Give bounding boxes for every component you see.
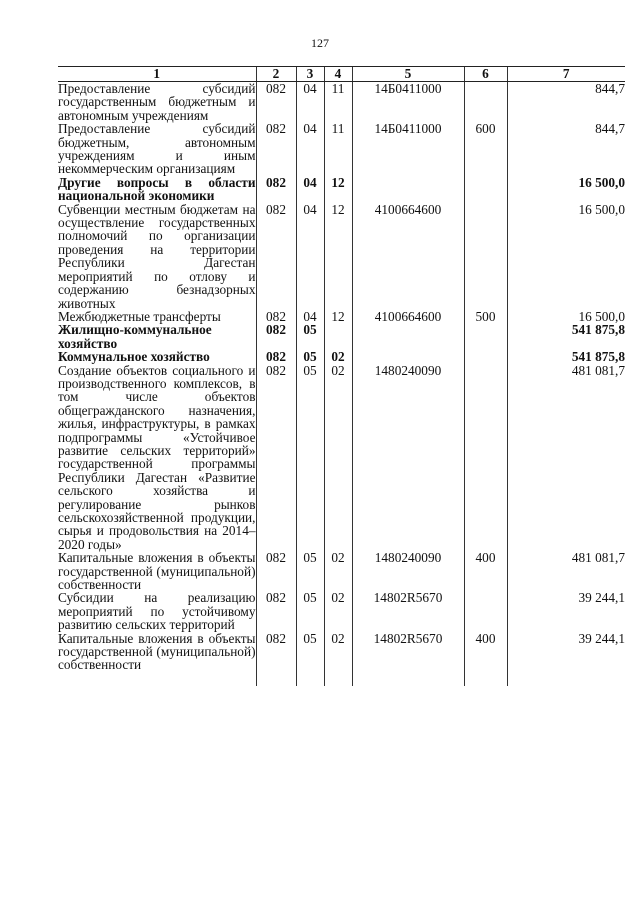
- row-name-cell: Капитальные вложения в объекты государственной (муниципальной) собственности: [58, 630, 256, 673]
- subsection-code-cell: 11: [324, 82, 352, 123]
- section-code-cell: 05: [296, 632, 324, 686]
- subsection-code-cell: 02: [324, 364, 352, 552]
- table-row: [58, 591, 625, 631]
- section-code-cell: 04: [296, 310, 324, 323]
- admin-code-cell: 082: [256, 203, 296, 310]
- amount-cell: 39 244,1: [507, 591, 625, 631]
- table-row: [58, 176, 625, 203]
- section-code-cell: 04: [296, 82, 324, 123]
- expense-type-cell: 500: [464, 310, 507, 323]
- section-code-cell: 04: [296, 176, 324, 203]
- table-header-row: [58, 67, 625, 82]
- section-code-cell: 04: [296, 203, 324, 310]
- target-article-cell: [352, 323, 464, 350]
- admin-code-cell: 082: [256, 591, 296, 631]
- admin-code-cell: 082: [256, 551, 296, 591]
- column-header: 2: [256, 67, 296, 82]
- target-article-cell: 1480240090: [352, 551, 464, 591]
- section-code-cell: 05: [296, 323, 324, 350]
- subsection-code-cell: 12: [324, 310, 352, 323]
- amount-cell: 39 244,1: [507, 632, 625, 686]
- target-article-cell: 14Б0411000: [352, 82, 464, 123]
- expense-type-cell: 400: [464, 551, 507, 591]
- target-article-cell: [352, 350, 464, 363]
- amount-cell: 16 500,0: [507, 176, 625, 203]
- amount-cell: 16 500,0: [507, 310, 625, 323]
- expense-type-cell: [464, 203, 507, 310]
- admin-code-cell: 082: [256, 122, 296, 176]
- section-code-cell: 05: [296, 591, 324, 631]
- row-name-cell: Предоставление субсидий бюджетным, автономным учреждениям и иным некоммерческим организациям: [58, 121, 256, 177]
- page-number: 127: [311, 36, 329, 50]
- row-name-cell: Субвенции местным бюджетам на осуществление государственных полномочий по организации проведения на территории Республики Дагестан мероприятий по отлову и содержанию безнадзорных животных: [58, 201, 256, 311]
- row-name-cell: Другие вопросы в области национальной экономики: [58, 174, 256, 204]
- subsection-code-cell: 12: [324, 176, 352, 203]
- budget-table: [58, 66, 625, 686]
- amount-cell: 481 081,7: [507, 551, 625, 591]
- row-name-cell: Субсидии на реализацию мероприятий по устойчивому развитию сельских территорий: [58, 590, 256, 633]
- row-name-cell: Межбюджетные трансферты: [58, 308, 221, 324]
- expense-type-cell: [464, 82, 507, 123]
- target-article-cell: 1480240090: [352, 364, 464, 552]
- table-row: [58, 350, 625, 363]
- column-header: 5: [352, 67, 464, 82]
- section-code-cell: 05: [296, 364, 324, 552]
- amount-cell: 844,7: [507, 82, 625, 123]
- target-article-cell: 14Б0411000: [352, 122, 464, 176]
- target-article-cell: 4100664600: [352, 310, 464, 323]
- table-row: [58, 551, 625, 591]
- expense-type-cell: [464, 591, 507, 631]
- expense-type-cell: [464, 176, 507, 203]
- subsection-code-cell: 11: [324, 122, 352, 176]
- amount-cell: 481 081,7: [507, 364, 625, 552]
- table-body: [58, 82, 625, 686]
- column-header: 7: [507, 67, 625, 82]
- amount-cell: 541 875,8: [507, 350, 625, 363]
- admin-code-cell: 082: [256, 176, 296, 203]
- subsection-code-cell: 02: [324, 350, 352, 363]
- expense-type-cell: [464, 364, 507, 552]
- row-name-cell: Предоставление субсидий государственным бюджетным и автономным учреждениям: [58, 81, 256, 123]
- target-article-cell: 4100664600: [352, 203, 464, 310]
- table-row: [58, 82, 625, 123]
- target-article-cell: 14802R5670: [352, 591, 464, 631]
- table-row: [58, 203, 625, 310]
- table-row: [58, 632, 625, 686]
- table-row: [58, 323, 625, 350]
- admin-code-cell: 082: [256, 350, 296, 363]
- amount-cell: 541 875,8: [507, 323, 625, 350]
- table-row: [58, 364, 625, 552]
- subsection-code-cell: 12: [324, 203, 352, 310]
- column-header: 4: [324, 67, 352, 82]
- row-name-cell: Коммунальное хозяйство: [58, 349, 210, 365]
- subsection-code-cell: [324, 323, 352, 350]
- section-code-cell: 05: [296, 350, 324, 363]
- subsection-code-cell: 02: [324, 591, 352, 631]
- expense-type-cell: 400: [464, 632, 507, 686]
- column-header: 6: [464, 67, 507, 82]
- admin-code-cell: 082: [256, 632, 296, 686]
- expense-type-cell: [464, 350, 507, 363]
- subsection-code-cell: 02: [324, 632, 352, 686]
- section-code-cell: 04: [296, 122, 324, 176]
- amount-cell: 844,7: [507, 122, 625, 176]
- admin-code-cell: 082: [256, 323, 296, 350]
- amount-cell: 16 500,0: [507, 203, 625, 310]
- admin-code-cell: 082: [256, 82, 296, 123]
- target-article-cell: 14802R5670: [352, 632, 464, 686]
- expense-type-cell: [464, 323, 507, 350]
- admin-code-cell: 082: [256, 310, 296, 323]
- expense-type-cell: 600: [464, 122, 507, 176]
- row-name-cell: Капитальные вложения в объекты государственной (муниципальной) собственности: [58, 550, 256, 593]
- target-article-cell: [352, 176, 464, 203]
- table-row: [58, 310, 625, 323]
- section-code-cell: 05: [296, 551, 324, 591]
- table-row: [58, 122, 625, 176]
- column-header: 1: [58, 67, 256, 82]
- row-name-cell: Создание объектов социального и производственного комплексов, в том числе объектов общегражданского назначения, жилья, инфраструктуры, в рамках подпрограммы «Устойчивое развитие сельских территорий» государственной программы Республики Дагестан «Развитие сельского хозяйства и регулирование рынков сельскохозяйственной продукции, сырья и продовольствия на 2014–2020 годы»: [58, 362, 256, 552]
- column-header: 3: [296, 67, 324, 82]
- admin-code-cell: 082: [256, 364, 296, 552]
- row-name-cell: Жилищно-коммунальное хозяйство: [58, 322, 212, 351]
- subsection-code-cell: 02: [324, 551, 352, 591]
